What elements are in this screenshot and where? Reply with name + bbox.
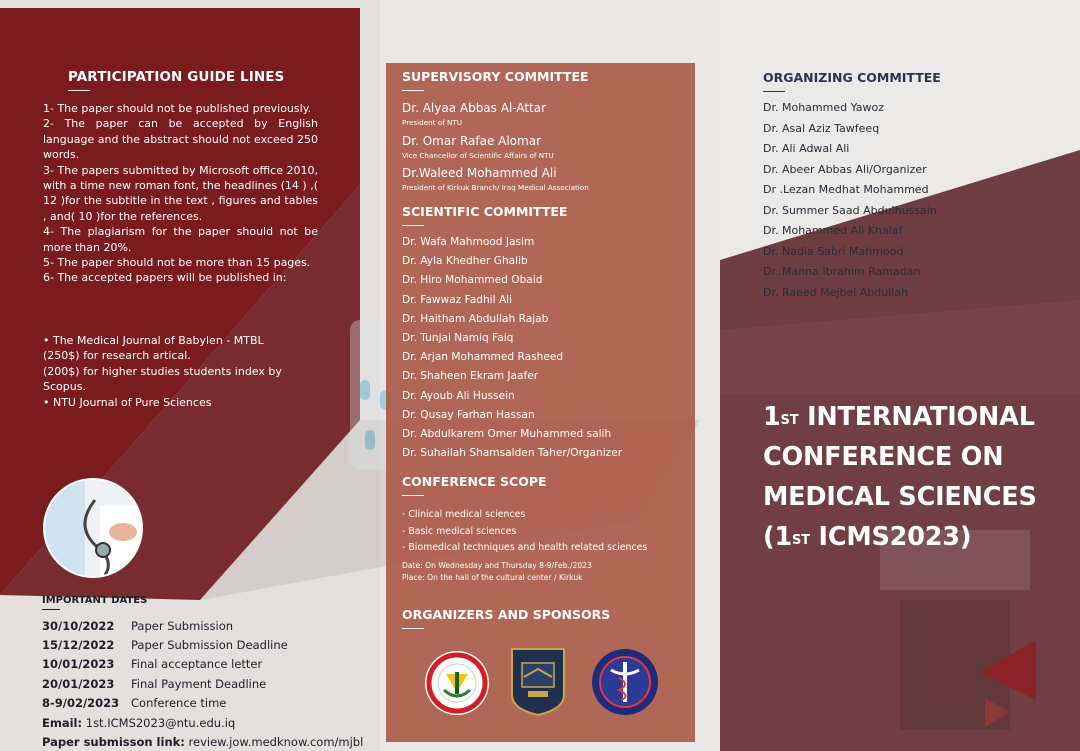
date-value: 10/01/2023	[42, 657, 115, 671]
link-label: Paper submisson link:	[42, 735, 185, 749]
supervisor-role: Vice Chancellor of Scientific Affairs of NTU	[402, 151, 554, 160]
title-underline	[42, 609, 60, 610]
scientific-member: Dr. Abdulkarem Omer Muhammed salih	[402, 428, 612, 441]
date-row	[42, 655, 262, 675]
scientific-member: Dr. Tunjai Namiq Faiq	[402, 332, 514, 345]
scientific-member: Dr. Ayla Khedher Ghalib	[402, 255, 528, 268]
conference-line-4: (1ST ICMS2023)	[763, 522, 972, 552]
supervisory-title: SUPERVISORY COMMITTEE	[402, 69, 589, 84]
rule-item: 3- The papers submitted by Microsoft office 2010, with a time new roman font, the headlines (14 ) ,( 12 )for the subtitle in the text , figures and tables , and( 10 )for the references.	[43, 163, 318, 223]
email-label: Email:	[42, 716, 83, 730]
organizing-member: Dr. Nadia Sabri Mahmood	[763, 244, 904, 258]
organizing-list	[763, 98, 937, 303]
date-value: 15/12/2022	[42, 638, 115, 652]
journal-item: (250$) for research artical.	[43, 349, 191, 363]
conference-line-3: MEDICAL SCIENCES	[763, 482, 1037, 512]
rule-item: 4- The plagiarism for the paper should not be more than 20%.	[43, 225, 318, 254]
university-shield-logo	[510, 647, 566, 717]
scope-item: - Clinical medical sciences	[402, 509, 526, 520]
scientific-member: Dr. Wafa Mahmood Jasim	[402, 236, 535, 248]
organizing-member: Dr. Manna Ibrahim Ramadan	[763, 265, 921, 278]
organizing-member: Dr .Lezan Medhat Mohammed	[763, 183, 929, 196]
participation-rules	[43, 101, 318, 286]
conference-line-1: 1ST INTERNATIONAL	[763, 402, 1035, 432]
rule-item: 2- The paper can be accepted by English language and the abstract should not exceed 250 words.	[43, 117, 318, 162]
organizing-member: Dr. Mohammed Ali Khalaf	[763, 224, 903, 237]
title-underline	[402, 90, 424, 91]
scientific-member: Dr. Suhailah Shamsalden Taher/Organizer	[402, 447, 623, 460]
email-link[interactable]: 1st.ICMS2023@ntu.edu.iq	[85, 716, 236, 730]
organizing-member: Dr. Ali Adwal Ali	[763, 142, 850, 155]
organizing-member: Dr. Abeer Abbas Ali/Organizer	[763, 162, 927, 176]
date-value: 8-9/02/2023	[42, 696, 120, 710]
doctor-photo	[43, 478, 143, 578]
date-row	[42, 694, 226, 714]
scientific-member: Dr. Ayoub Ali Hussein	[402, 389, 515, 402]
date-row	[42, 617, 233, 637]
scientific-member: Dr. Arjan Mohammed Rasheed	[402, 351, 564, 364]
scientific-member: Dr. Haitham Abdullah Rajab	[402, 312, 549, 325]
rule-item: 1- The paper should not be published previously.	[43, 102, 312, 115]
organizing-title: ORGANIZING COMMITTEE	[763, 70, 941, 85]
conference-line-2: CONFERENCE ON	[763, 442, 1004, 472]
stethoscope-icon	[45, 480, 143, 578]
journal-list	[43, 333, 321, 410]
scope-list	[402, 507, 647, 557]
title-underline	[402, 495, 424, 496]
submission-link	[42, 735, 363, 749]
organizing-member: Dr. Summer Saad Abdulhussain	[763, 203, 937, 217]
scope-item: - Biomedical techniques and health related sciences	[402, 542, 648, 554]
submission-url[interactable]: review.jow.medknow.com/mjbl	[188, 735, 364, 749]
journal-item: (200$) for higher studies students index by Scopus.	[43, 364, 282, 394]
medical-caduceus-logo	[591, 648, 659, 716]
date-row	[42, 636, 288, 656]
organizing-member: Dr. Mohammed Yawoz	[763, 101, 885, 114]
date-info: Date: On Wednesday and Thursday 8-9/Feb./2023	[402, 561, 592, 570]
supervisor-role: President of NTU	[402, 118, 463, 127]
scope-item: - Basic medical sciences	[402, 525, 517, 537]
scientific-list	[402, 233, 622, 463]
date-event: Final acceptance letter	[131, 657, 263, 671]
scientific-member: Dr. Qusay Farhan Hassan	[402, 408, 535, 421]
participation-title: PARTICIPATION GUIDE LINES	[68, 69, 285, 85]
title-underline	[402, 225, 424, 226]
scope-title: CONFERENCE SCOPE	[402, 474, 547, 489]
date-event: Paper Submission	[131, 619, 234, 633]
scientific-member: Dr. Hiro Mohammed Obaid	[402, 274, 543, 287]
date-event: Paper Submission Deadline	[131, 638, 288, 652]
organizing-member: Dr. Asal Aziz Tawfeeq	[763, 121, 880, 135]
supervisor-name: Dr. Alyaa Abbas Al-Attar	[402, 101, 547, 115]
supervisor-role: President of Kirkuk Branch/ Iraq Medical Association	[402, 183, 589, 192]
journal-item: • NTU Journal of Pure Sciences	[43, 395, 212, 409]
supervisor-name: Dr. Omar Rafae Alomar	[402, 134, 542, 148]
date-value: 20/01/2023	[42, 677, 115, 691]
title-underline	[763, 91, 785, 92]
title-underline	[68, 90, 90, 91]
conference-title	[763, 397, 1037, 557]
scientific-member: Dr. Fawwaz Fadhil Ali	[402, 293, 513, 306]
iraqi-medical-association-logo	[424, 650, 490, 716]
scientific-title: SCIENTIFIC COMMITTEE	[402, 204, 568, 219]
place-info: Place: On the hall of the cultural center / Kirkuk	[402, 573, 583, 582]
supervisor-name: Dr.Waleed Mohammed Ali	[402, 166, 557, 180]
journal-item: • The Medical Journal of Babylen - MTBL	[43, 334, 264, 347]
contact-email	[42, 716, 235, 730]
rule-item: 5- The paper should not be more than 15 pages.	[43, 256, 311, 270]
sponsors-title: ORGANIZERS AND SPONSORS	[402, 607, 611, 622]
committee-panel	[386, 63, 695, 742]
important-dates-title: IMPORTANT DATES	[42, 595, 148, 606]
rule-item: 6- The accepted papers will be published in:	[43, 271, 287, 285]
organizing-member: Dr. Raeed Mejbel Abdullah	[763, 285, 909, 299]
title-underline	[402, 628, 424, 629]
date-event: Conference time	[131, 696, 227, 710]
date-row	[42, 675, 266, 695]
date-event: Final Payment Deadline	[131, 677, 267, 691]
scientific-member: Dr. Shaheen Ekram Jaafer	[402, 370, 539, 383]
date-value: 30/10/2022	[42, 619, 115, 633]
